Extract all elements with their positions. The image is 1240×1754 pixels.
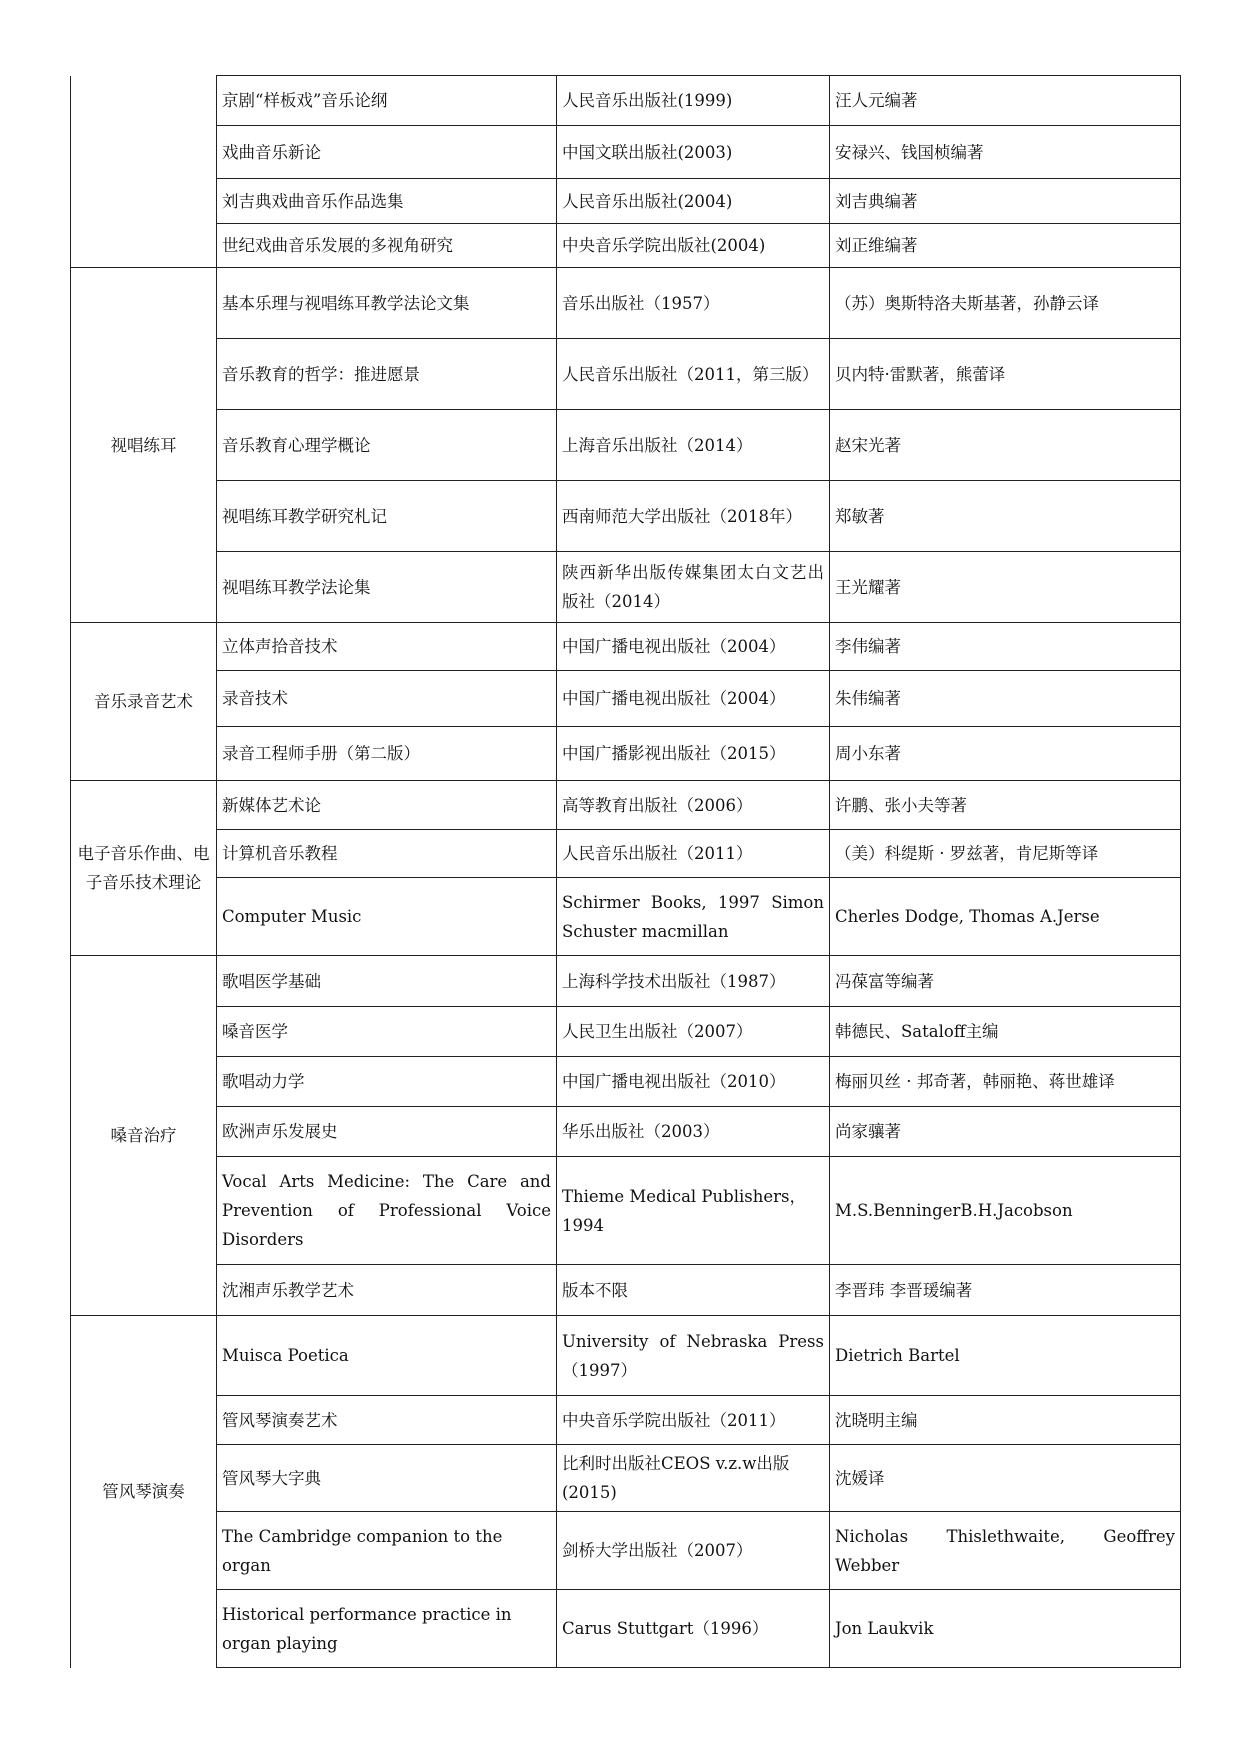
book-publisher: 高等教育出版社（2006）	[557, 781, 830, 830]
book-title: 歌唱医学基础	[217, 956, 557, 1007]
book-publisher: 中国文联出版社(2003)	[557, 126, 830, 179]
book-title: 京剧“样板戏”音乐论纲	[217, 76, 557, 126]
book-author: Dietrich Bartel	[830, 1316, 1181, 1396]
table-row	[71, 552, 1181, 623]
book-title: Vocal Arts Medicine: The Care and Prevention of Professional Voice Disorders	[217, 1157, 557, 1265]
book-publisher: 人民音乐出版社（2011）	[557, 830, 830, 878]
book-author: 赵宋光著	[830, 410, 1181, 481]
table-row	[71, 1316, 1181, 1396]
table-row	[71, 76, 1181, 126]
category-cell-sight-singing: 视唱练耳	[71, 268, 217, 623]
table-row	[71, 956, 1181, 1007]
book-title: Muisca Poetica	[217, 1316, 557, 1396]
book-author: Nicholas Thislethwaite, Geoffrey Webber	[830, 1512, 1181, 1590]
book-author: 许鹏、张小夫等著	[830, 781, 1181, 830]
book-publisher: 西南师范大学出版社（2018年）	[557, 481, 830, 552]
book-author: （美）科缇斯 · 罗兹著，肯尼斯等译	[830, 830, 1181, 878]
table-row	[71, 1265, 1181, 1316]
book-author: 郑敏著	[830, 481, 1181, 552]
book-publisher: Schirmer Books, 1997 Simon Schuster macmillan	[557, 878, 830, 956]
book-author: 李晋玮 李晋瑗编著	[830, 1265, 1181, 1316]
book-publisher: 版本不限	[557, 1265, 830, 1316]
category-cell-voice: 嗓音治疗	[71, 956, 217, 1316]
book-title: 计算机音乐教程	[217, 830, 557, 878]
book-publisher: 剑桥大学出版社（2007）	[557, 1512, 830, 1590]
book-title: 欧洲声乐发展史	[217, 1107, 557, 1157]
book-author: 尚家骧著	[830, 1107, 1181, 1157]
book-publisher: 上海音乐出版社（2014）	[557, 410, 830, 481]
book-publisher: 比利时出版社CEOS v.z.w出版(2015)	[557, 1445, 830, 1512]
book-publisher: 上海科学技术出版社（1987）	[557, 956, 830, 1007]
category-cell-organ: 管风琴演奏	[71, 1316, 217, 1668]
book-title: Computer Music	[217, 878, 557, 956]
table-row	[71, 623, 1181, 671]
table-row	[71, 224, 1181, 268]
book-publisher: 人民音乐出版社（2011，第三版）	[557, 339, 830, 410]
table-row	[71, 830, 1181, 878]
book-title: 录音技术	[217, 671, 557, 727]
category-cell-recording: 音乐录音艺术	[71, 623, 217, 781]
book-author: 刘吉典编著	[830, 179, 1181, 224]
table-row	[71, 727, 1181, 781]
book-publisher: 中央音乐学院出版社（2011）	[557, 1396, 830, 1445]
book-author: 冯葆富等编著	[830, 956, 1181, 1007]
book-title: 嗓音医学	[217, 1007, 557, 1057]
book-title: 刘吉典戏曲音乐作品选集	[217, 179, 557, 224]
book-author: Cherles Dodge, Thomas A.Jerse	[830, 878, 1181, 956]
book-publisher: 人民音乐出版社(1999)	[557, 76, 830, 126]
book-author: Jon Laukvik	[830, 1590, 1181, 1668]
book-publisher: 人民卫生出版社（2007）	[557, 1007, 830, 1057]
reading-list-table	[70, 75, 1181, 1668]
book-publisher: 中国广播电视出版社（2004）	[557, 671, 830, 727]
book-author: 安禄兴、钱国桢编著	[830, 126, 1181, 179]
book-publisher: 陕西新华出版传媒集团太白文艺出版社（2014）	[557, 552, 830, 623]
table-row	[71, 781, 1181, 830]
table-row	[71, 268, 1181, 339]
book-title: 沈湘声乐教学艺术	[217, 1265, 557, 1316]
book-author: 朱伟编著	[830, 671, 1181, 727]
table-row	[71, 1007, 1181, 1057]
book-author: 周小东著	[830, 727, 1181, 781]
book-title: The Cambridge companion to the organ	[217, 1512, 557, 1590]
book-author: 李伟编著	[830, 623, 1181, 671]
book-title: 音乐教育的哲学：推进愿景	[217, 339, 557, 410]
book-author: 汪人元编著	[830, 76, 1181, 126]
book-author: 韩德民、Sataloff主编	[830, 1007, 1181, 1057]
book-author: 沈媛译	[830, 1445, 1181, 1512]
table-row	[71, 1512, 1181, 1590]
book-title: 歌唱动力学	[217, 1057, 557, 1107]
book-title: 管风琴大字典	[217, 1445, 557, 1512]
table-row	[71, 410, 1181, 481]
book-publisher: 中国广播影视出版社（2015）	[557, 727, 830, 781]
book-author: （苏）奥斯特洛夫斯基著，孙静云译	[830, 268, 1181, 339]
book-author: 梅丽贝丝 · 邦奇著，韩丽艳、蒋世雄译	[830, 1057, 1181, 1107]
book-publisher: 人民音乐出版社(2004)	[557, 179, 830, 224]
book-title: 立体声拾音技术	[217, 623, 557, 671]
table-row	[71, 671, 1181, 727]
category-cell-continued	[71, 76, 217, 268]
table-row	[71, 339, 1181, 410]
table-row	[71, 1157, 1181, 1265]
book-title: 管风琴演奏艺术	[217, 1396, 557, 1445]
book-title: 音乐教育心理学概论	[217, 410, 557, 481]
book-publisher: 中国广播电视出版社（2010）	[557, 1057, 830, 1107]
book-title: 视唱练耳教学研究札记	[217, 481, 557, 552]
table-row	[71, 126, 1181, 179]
table-row	[71, 1107, 1181, 1157]
category-cell-electronic: 电子音乐作曲、电子音乐技术理论	[71, 781, 217, 956]
book-author: 刘正维编著	[830, 224, 1181, 268]
book-publisher: 中央音乐学院出版社(2004)	[557, 224, 830, 268]
book-publisher: Thieme Medical Publishers，1994	[557, 1157, 830, 1265]
book-title: Historical performance practice in organ playing	[217, 1590, 557, 1668]
book-publisher: 音乐出版社（1957）	[557, 268, 830, 339]
table-row	[71, 1445, 1181, 1512]
book-author: M.S.BenningerB.H.Jacobson	[830, 1157, 1181, 1265]
table-row	[71, 1396, 1181, 1445]
book-publisher: 华乐出版社（2003）	[557, 1107, 830, 1157]
book-author: 王光耀著	[830, 552, 1181, 623]
table-row	[71, 1057, 1181, 1107]
table-row	[71, 878, 1181, 956]
book-author: 贝内特·雷默著，熊蕾译	[830, 339, 1181, 410]
book-title: 视唱练耳教学法论集	[217, 552, 557, 623]
book-title: 基本乐理与视唱练耳教学法论文集	[217, 268, 557, 339]
book-publisher: University of Nebraska Press（1997）	[557, 1316, 830, 1396]
table-row	[71, 1590, 1181, 1668]
book-title: 新媒体艺术论	[217, 781, 557, 830]
book-author: 沈晓明主编	[830, 1396, 1181, 1445]
book-title: 世纪戏曲音乐发展的多视角研究	[217, 224, 557, 268]
table-row	[71, 179, 1181, 224]
table-row	[71, 481, 1181, 552]
book-title: 戏曲音乐新论	[217, 126, 557, 179]
book-title: 录音工程师手册（第二版）	[217, 727, 557, 781]
book-publisher: Carus Stuttgart（1996）	[557, 1590, 830, 1668]
book-publisher: 中国广播电视出版社（2004）	[557, 623, 830, 671]
